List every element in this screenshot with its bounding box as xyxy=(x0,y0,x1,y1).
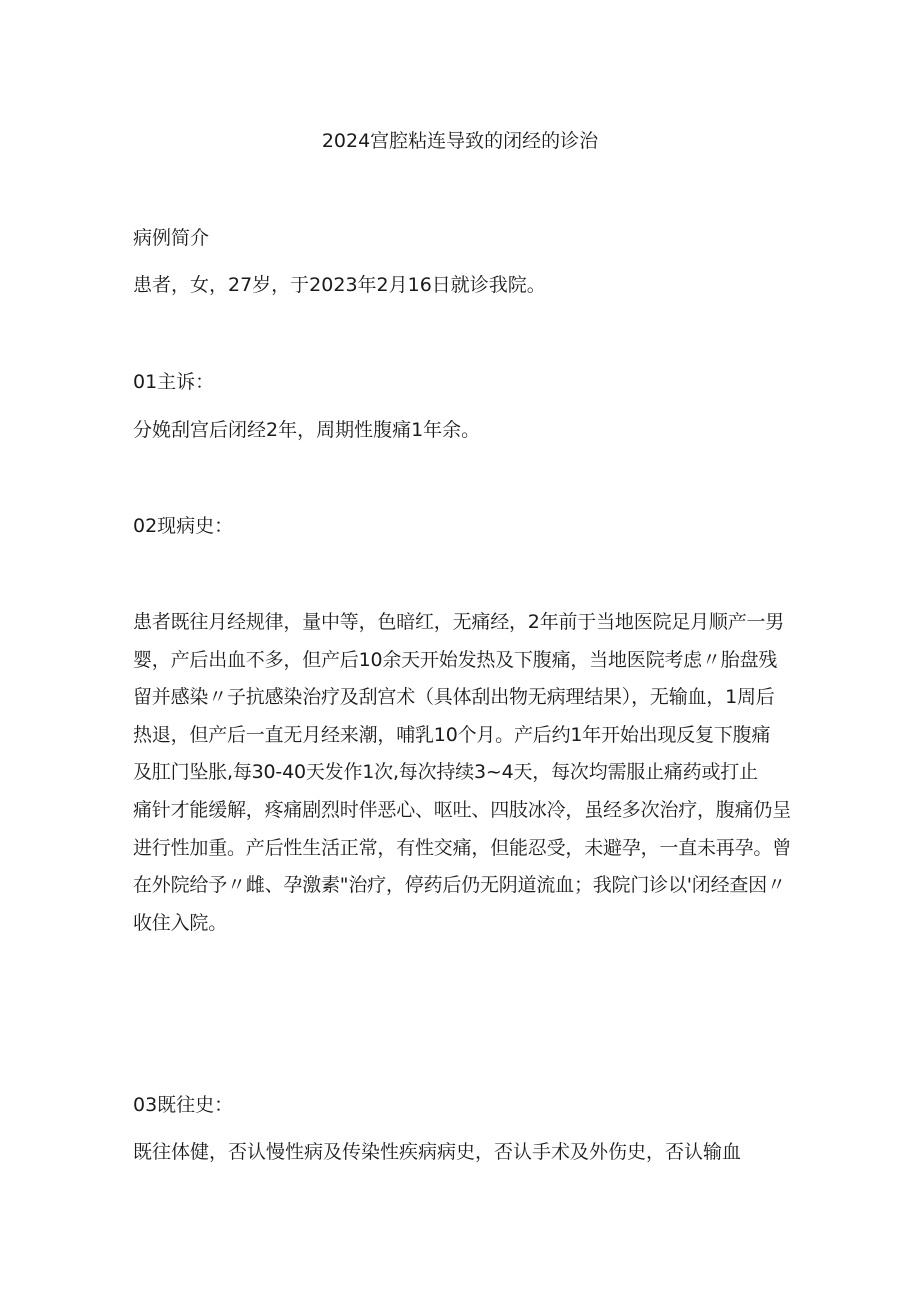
chief-complaint-heading: 01主诉： xyxy=(133,371,215,393)
case-intro-text: 患者，女，27岁，于2023年2月16日就诊我院。 xyxy=(133,274,546,296)
paragraph-line: 及肛门坠胀,每30-40天发作1次,每次持续3~4天，每次均需服止痛药或打止 xyxy=(133,761,758,784)
present-illness-paragraph xyxy=(133,604,793,942)
paragraph-line: 收住入院。 xyxy=(133,911,228,934)
document-title: 2024宫腔粘连导致的闭经的诊治 xyxy=(321,130,599,152)
present-illness-heading: 02现病史： xyxy=(133,515,234,537)
paragraph-line: 在外院给予〃雌、孕激素"治疗，停药后仍无阴道流血；我院门诊以'闭经查因〃 xyxy=(133,874,786,897)
case-intro-heading: 病例简介 xyxy=(133,227,210,249)
paragraph-line: 热退，但产后一直无月经来潮，哺乳10个月。产后约1年开始出现反复下腹痛 xyxy=(133,723,771,746)
paragraph-line: 婴，产后出血不多，但产后10余天开始发热及下腹痛，当地医院考虑〃胎盘残 xyxy=(133,648,778,671)
paragraph-line: 患者既往月经规律，量中等，色暗红，无痛经，2年前于当地医院足月顺产一男 xyxy=(133,611,785,633)
paragraph-line: 留并感染〃子抗感染治疗及刮宫术（具体刮出物无病理结果），无输血，1周后 xyxy=(133,686,775,709)
paragraph-line: 进行性加重。产后性生活正常，有性交痛，但能忍受，未避孕，一直未再孕。曾 xyxy=(133,836,792,859)
chief-complaint-text: 分娩刮宫后闭经2年，周期性腹痛1年余。 xyxy=(133,419,481,441)
past-history-text: 既往体健，否认慢性病及传染性疾病病史，否认手术及外伤史，否认输血 xyxy=(133,1141,742,1163)
past-history-heading: 03既往史： xyxy=(133,1094,234,1116)
paragraph-line: 痛针才能缓解，疼痛剧烈时伴恶心、呕吐、四肢冰冷，虽经多次治疗，腹痛仍呈 xyxy=(133,798,792,821)
